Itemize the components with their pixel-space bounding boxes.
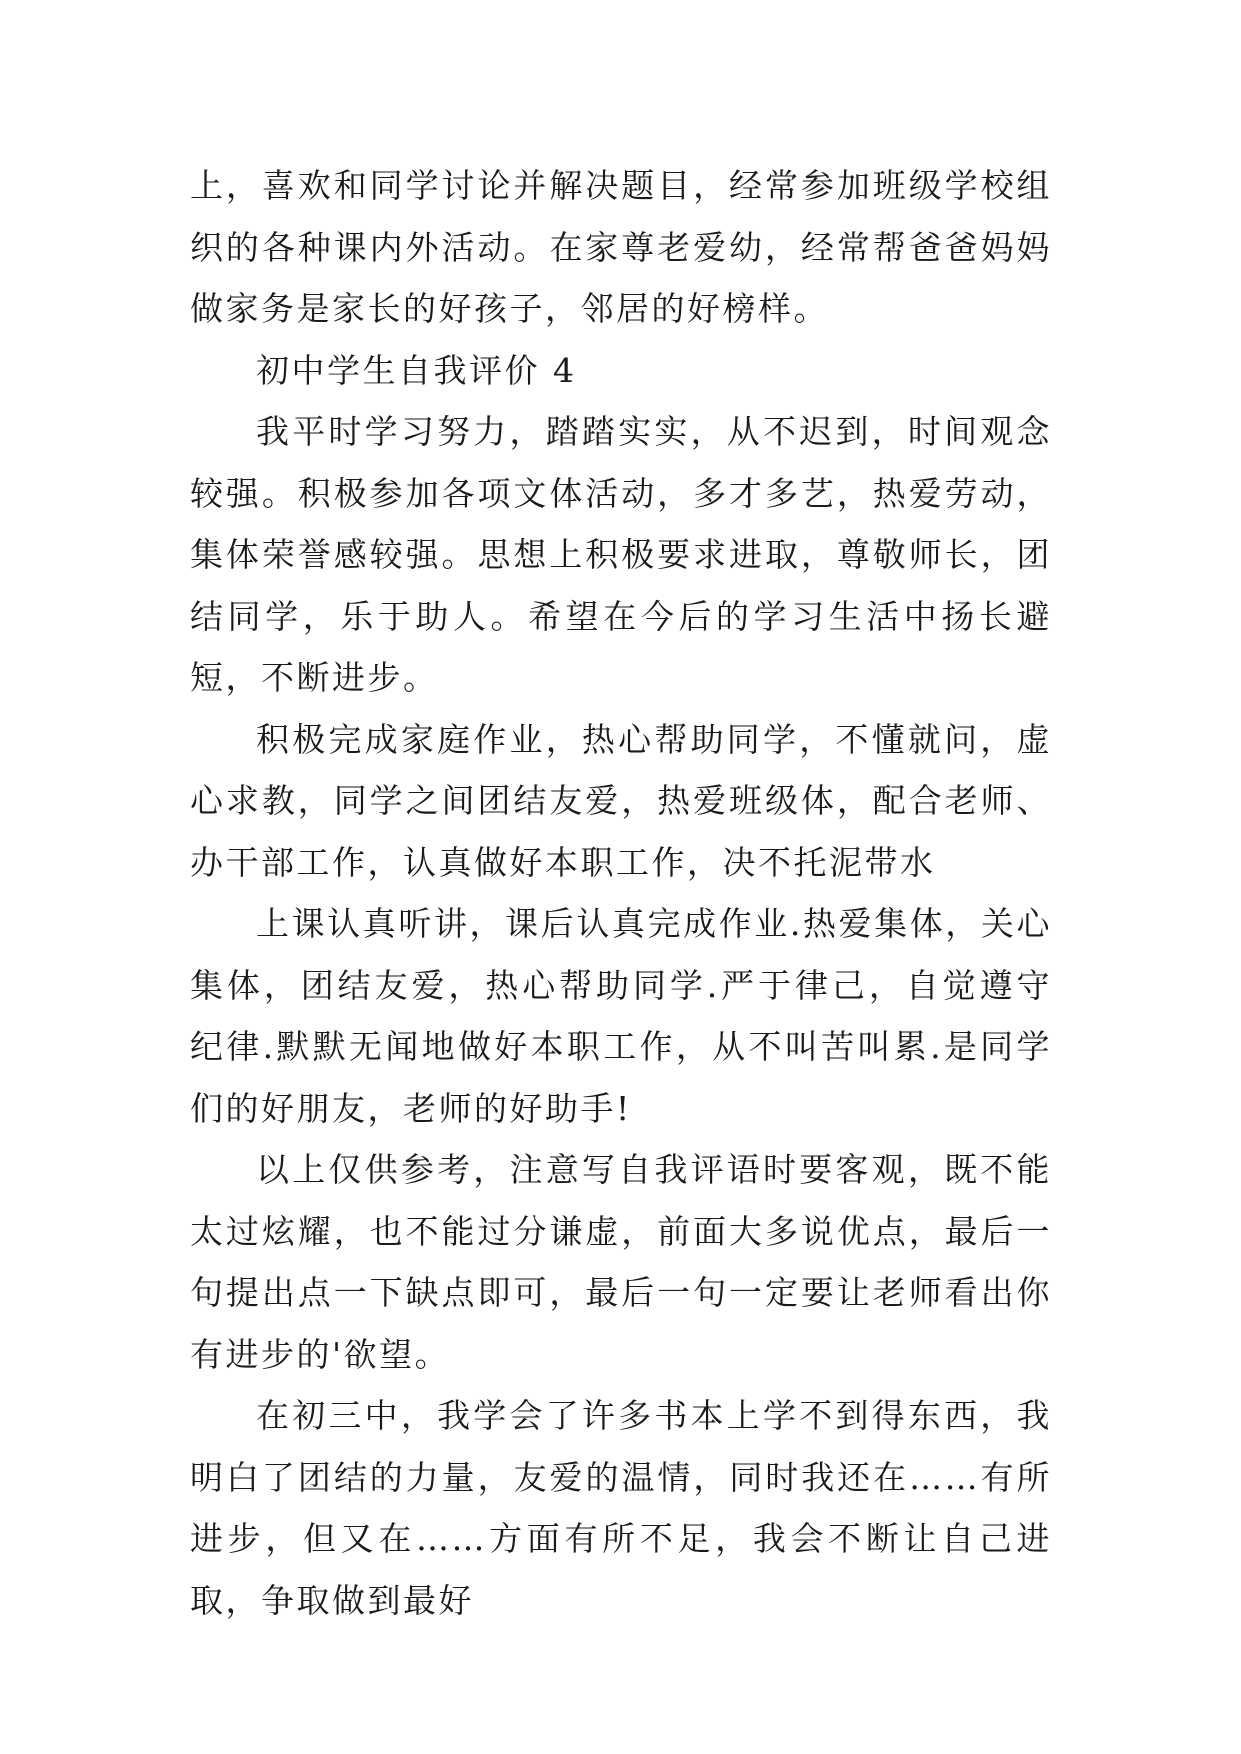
paragraph: 在初三中，我学会了许多书本上学不到得东西，我明白了团结的力量，友爱的温情，同时我还在……有所进步，但又在……方面有所不足，我会不断让自己进取，争取做到最好 — [190, 1396, 1052, 1620]
section-heading: 初中学生自我评价 4 — [256, 350, 577, 390]
paragraph-continuation: 上，喜欢和同学讨论并解决题目，经常参加班级学校组织的各种课内外活动。在家尊老爱幼，经常帮爸爸妈妈做家务是家长的好孩子，邻居的好榜样。 — [190, 166, 1052, 328]
paragraph: 我平时学习努力，踏踏实实，从不迟到，时间观念较强。积极参加各项文体活动，多才多艺，热爱劳动，集体荣誉感较强。思想上积极要求进取，尊敬师长，团结同学，乐于助人。希望在今后的学习生活中扬长避短，不断进步。 — [190, 412, 1052, 697]
paragraph: 积极完成家庭作业，热心帮助同学，不懂就问，虚心求教，同学之间团结友爱，热爱班级体，配合老师、办干部工作，认真做好本职工作，决不托泥带水 — [190, 719, 1052, 882]
paragraph: 以上仅供参考，注意写自我评语时要客观，既不能太过炫耀，也不能过分谦虚，前面大多说优点，最后一句提出点一下缺点即可，最后一句一定要让老师看出你有进步的'欲望。 — [190, 1150, 1052, 1374]
document-body — [190, 155, 1052, 1631]
paragraph: 上课认真听讲，课后认真完成作业.热爱集体，关心集体，团结友爱，热心帮助同学.严于律己，自觉遵守纪律.默默无闻地做好本职工作，从不叫苦叫累.是同学们的好朋友，老师的好助手! — [190, 904, 1052, 1128]
